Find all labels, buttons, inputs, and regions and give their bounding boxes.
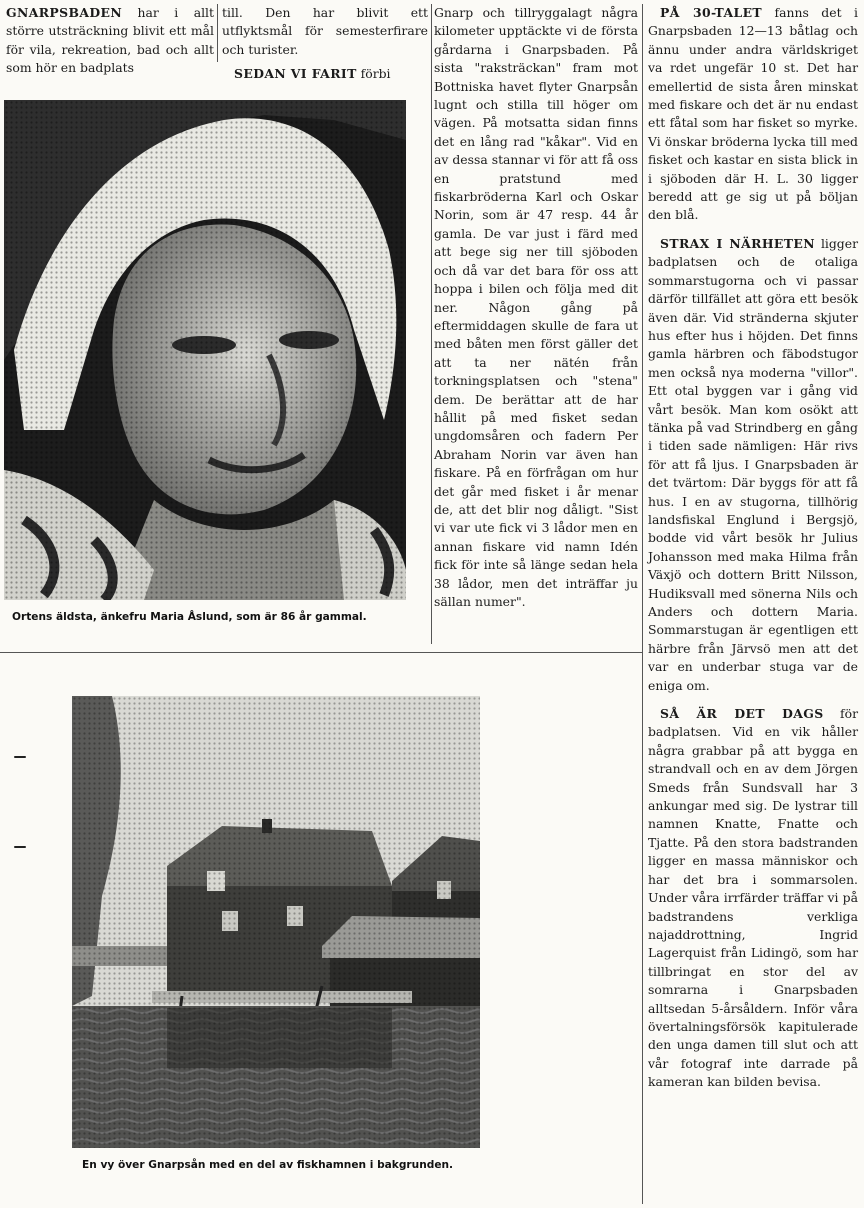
section-lead-sedan: SEDAN VI FARIT bbox=[234, 66, 357, 82]
river-boathouse-photo-icon bbox=[72, 696, 480, 1148]
section-text-sa-ar-det: för badplatsen. Vid en vik håller några grabbar på att bygga en strandvall och en av dem Jörgen Smeds från Sundsvall har 3 ankungar med sig. De lystrar till namnen Knatte, Fnatte och Tjatte. På den stora badstranden ligger en massa människor och har det bra i sommarsolen. Under våra irrfärder träffar vi på badstrandens verkliga najaddrottning, Ingrid Lagerquist från Lidingö, som har tillbringat en stor del av somrarna i Gnarpsbaden alltsedan 5-årsåldern. Inför våra övertalningsförsök kapitulerade den unga damen till slut och att vår fotograf inte darrade på kameran kan bilden bevisa. bbox=[648, 706, 858, 1090]
column-1-intro bbox=[6, 4, 214, 78]
section-lead-strax: STRAX I NÄRHETEN bbox=[660, 235, 815, 251]
section-text-sedan: förbi bbox=[356, 66, 391, 82]
story-text: Gnarp och tillryggalagt några kilometer upptäckte vi de första gårdarna i Gnarpsbaden. På sista "raksträckan" fram mot Bottniska havet flyter Gnarpsån lugnt och stilla till höger om vägen. På motsatta sidan finns det en lång rad "kåkar". Vid en av dessa stannar vi för att få oss en pratstund med fiskarbröderna Karl och Oskar Norin, som är 47 resp. 44 år gamla. De var just i färd med att bege sig ner till sjöboden och då var det bara för oss att hoppa i bilen och följa med dit ner. Någon gång på eftermiddagen skulle de fara ut med båten men först gäller det att ta ner nätén från torkningsplatsen och "stena" dem. De berättar att de har hållit på med fisket sedan ungdomsåren och fadern Per Abraham Norin var även han fiskare. På en förfrågan om hur det går med fisket i år menar de, att det blir nog dåligt. "Sist vi var ute fick vi 3 lådor men en annan fiskare vid namn Idén fick för inte så länge sedan hela 38 lådor, men det inträffar ju sällan numer". bbox=[434, 5, 638, 609]
river-caption: En vy över Gnarpsån med en del av fiskhamnen i bakgrunden. bbox=[82, 1159, 454, 1171]
column-rule bbox=[642, 4, 643, 1204]
section-rule bbox=[0, 652, 642, 653]
section-lead-30-talet: PÅ 30-TALET bbox=[660, 5, 763, 20]
intro-continuation: till. Den har blivit ett utflyktsmål för semesterfirare och turister. bbox=[222, 5, 428, 57]
section-text-strax: ligger badplatsen och de otaliga sommarstugorna och vi passar därför tillfället att göra ett besök även där. Vid stränderna skjuter hus efter hus i höjden. Det finns gamla härbren och fäbodstugor men också nya moderna "villor". Ett otal byggen var i gång vid vårt besök. Man kom osökt att tänka på vad Strindberg en gång i tiden sade nämligen: Här rivs för att få ljus. I Gnarpsbaden är det tvärtom: Där byggs för att få hus. I en av stugorna, tillhörig landsfiskal Englund i Bergsjö, bodde vid vårt besök hr Julius Johansson med maka Hilma från Växjö och dottern Britt Nilsson, Hudiksvall med sönerna Nils och Anders och dottern Maria. Sommarstugan är egentligen ett härbre från Järvsö men att det var en underbar stuga var de eniga om. bbox=[648, 235, 858, 693]
column-rule bbox=[431, 4, 432, 644]
river-photo bbox=[72, 696, 480, 1148]
column-4 bbox=[648, 4, 858, 1092]
intro-text: har i allt större utsträckning blivit ett mål för vila, rekreation, bad och allt som hör en badplats bbox=[6, 5, 214, 76]
margin-mark bbox=[14, 756, 26, 758]
column-3-story bbox=[434, 4, 638, 611]
margin-mark bbox=[14, 846, 26, 848]
portrait-photo-icon bbox=[4, 100, 406, 600]
section-text-30-talet: fanns det i Gnarpsbaden 12—13 båtlag och ännu under andra världskriget va rdet ungefär 10 st. Det har emellertid de sista åren minskat med fiskare och det är nu endast ett fåtal som har fisket so myrke. Vi önskar bröderna lycka till med fisket och kastar en sista blick in i sjöboden där H. L. 30 ligger beredd att ge sig ut på böljan den blå. bbox=[648, 5, 858, 223]
column-rule bbox=[217, 4, 218, 62]
portrait-caption: Ortens äldsta, änkefru Maria Åslund, som är 86 år gammal. bbox=[12, 611, 367, 623]
intro-lead-word: GNARPSBADEN bbox=[6, 5, 123, 20]
section-lead-sa-ar-det: SÅ ÄR DET DAGS bbox=[660, 706, 824, 722]
column-2-intro bbox=[222, 4, 428, 84]
portrait-photo bbox=[4, 100, 406, 600]
